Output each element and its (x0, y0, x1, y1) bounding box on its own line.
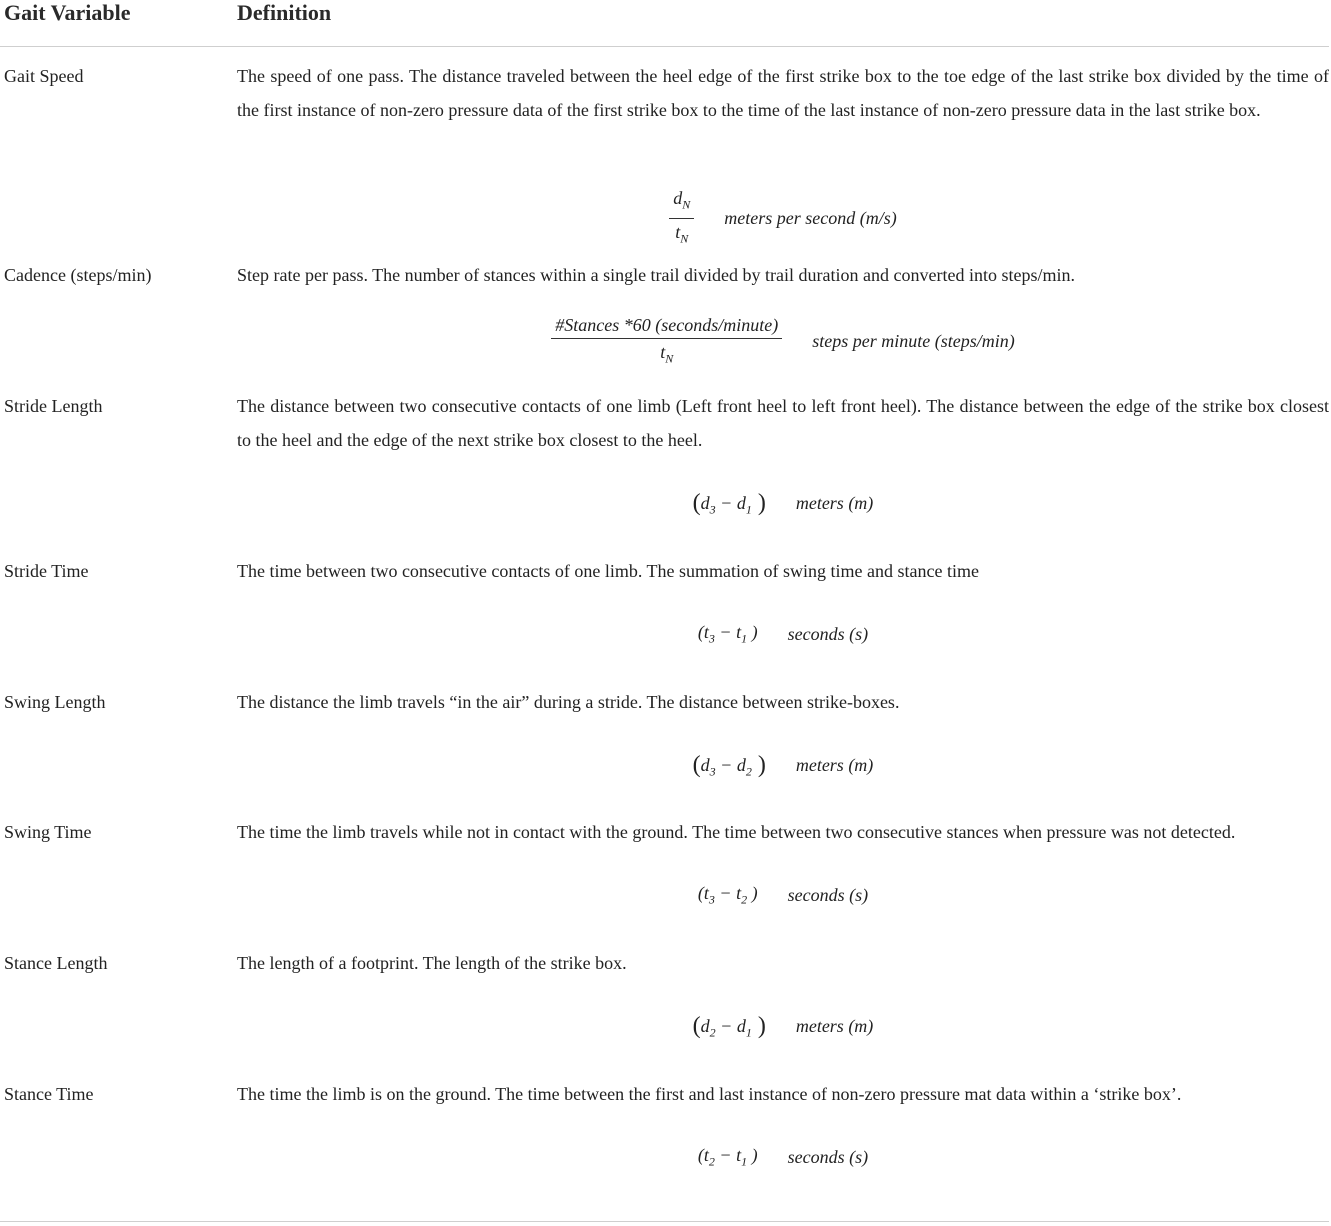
formula-unit: seconds (s) (787, 623, 869, 644)
table-header (0, 0, 1329, 47)
formula-expression: ($d_2 - d_1$ ) (692, 1013, 766, 1040)
formula-expression: ($t_3 - t_1$ ) (697, 622, 758, 646)
formula (237, 883, 1329, 908)
formula-expression: ($d_3 - d_1$ ) (692, 490, 766, 517)
formula-unit: meters (m) (795, 1015, 874, 1036)
definition-text: The length of a footprint. The length of the strike box. (237, 953, 627, 973)
formula (237, 314, 1329, 370)
definition-text: The time the limb travels while not in contact with the ground. The time between two consecutive stances when pressure was not detected. (237, 822, 1236, 842)
formula-expression: ($d_3 - d_2$ ) (692, 752, 766, 779)
variable-name: Stride Time (4, 561, 89, 581)
formula-unit: steps per minute (steps/min) (812, 331, 1015, 352)
table-bottom-rule (0, 1221, 1329, 1222)
formula (237, 751, 1329, 780)
definition-text: The time the limb is on the ground. The time between the first and last instance of non-zero pressure mat data within a ‘strike box’. (237, 1084, 1182, 1104)
variable-name: Cadence (steps/min) (4, 265, 152, 285)
variable-name: Stride Length (4, 396, 103, 416)
formula (237, 187, 1329, 249)
header-gait-variable: Gait Variable (4, 0, 131, 25)
definition-text: The speed of one pass. The distance traveled between the heel edge of the first strike box to the toe edge of the last strike box divided by the time of the first instance of non-zero pressure data of the first strike box to the time of the last instance of non-zero pressure data in the last strike box. (237, 66, 1329, 120)
formula-expression: ($t_3 - t_2$ ) (697, 883, 758, 907)
formula (237, 622, 1329, 647)
definition-text: The distance between two consecutive contacts of one limb (Left front heel to left front heel). The distance between the edge of the strike box closest to the heel and the edge of the next strike box closest to the heel. (237, 396, 1329, 450)
definition-text: The time between two consecutive contacts of one limb. The summation of swing time and stance time (237, 561, 979, 581)
definition-text: The distance the limb travels “in the air” during a stride. The distance between strike-boxes. (237, 692, 900, 712)
variable-name: Stance Time (4, 1084, 94, 1104)
formula (237, 1012, 1329, 1041)
formula-unit: seconds (s) (787, 1146, 869, 1167)
formula-unit: meters (m) (795, 754, 874, 775)
variable-name: Gait Speed (4, 66, 84, 86)
formula-unit: meters (m) (795, 492, 874, 513)
variable-name: Stance Length (4, 953, 108, 973)
formula-unit: seconds (s) (787, 884, 869, 905)
formula (237, 1145, 1329, 1170)
formula-unit: meters per second (m/s) (724, 207, 897, 228)
formula (237, 489, 1329, 518)
fraction: $\frac{d_N}{t_N}$ (669, 187, 694, 249)
definition-text: Step rate per pass. The number of stances within a single trail divided by trail duration and converted into steps/min. (237, 265, 1075, 285)
formula-expression: ($t_2 - t_1$ ) (697, 1145, 758, 1169)
variable-name: Swing Time (4, 822, 92, 842)
fraction: $\frac{\text{\#Stances *60 (seconds/minute)}}{t_N}$ (551, 314, 782, 370)
variable-name: Swing Length (4, 692, 106, 712)
header-definition: Definition (237, 0, 332, 25)
